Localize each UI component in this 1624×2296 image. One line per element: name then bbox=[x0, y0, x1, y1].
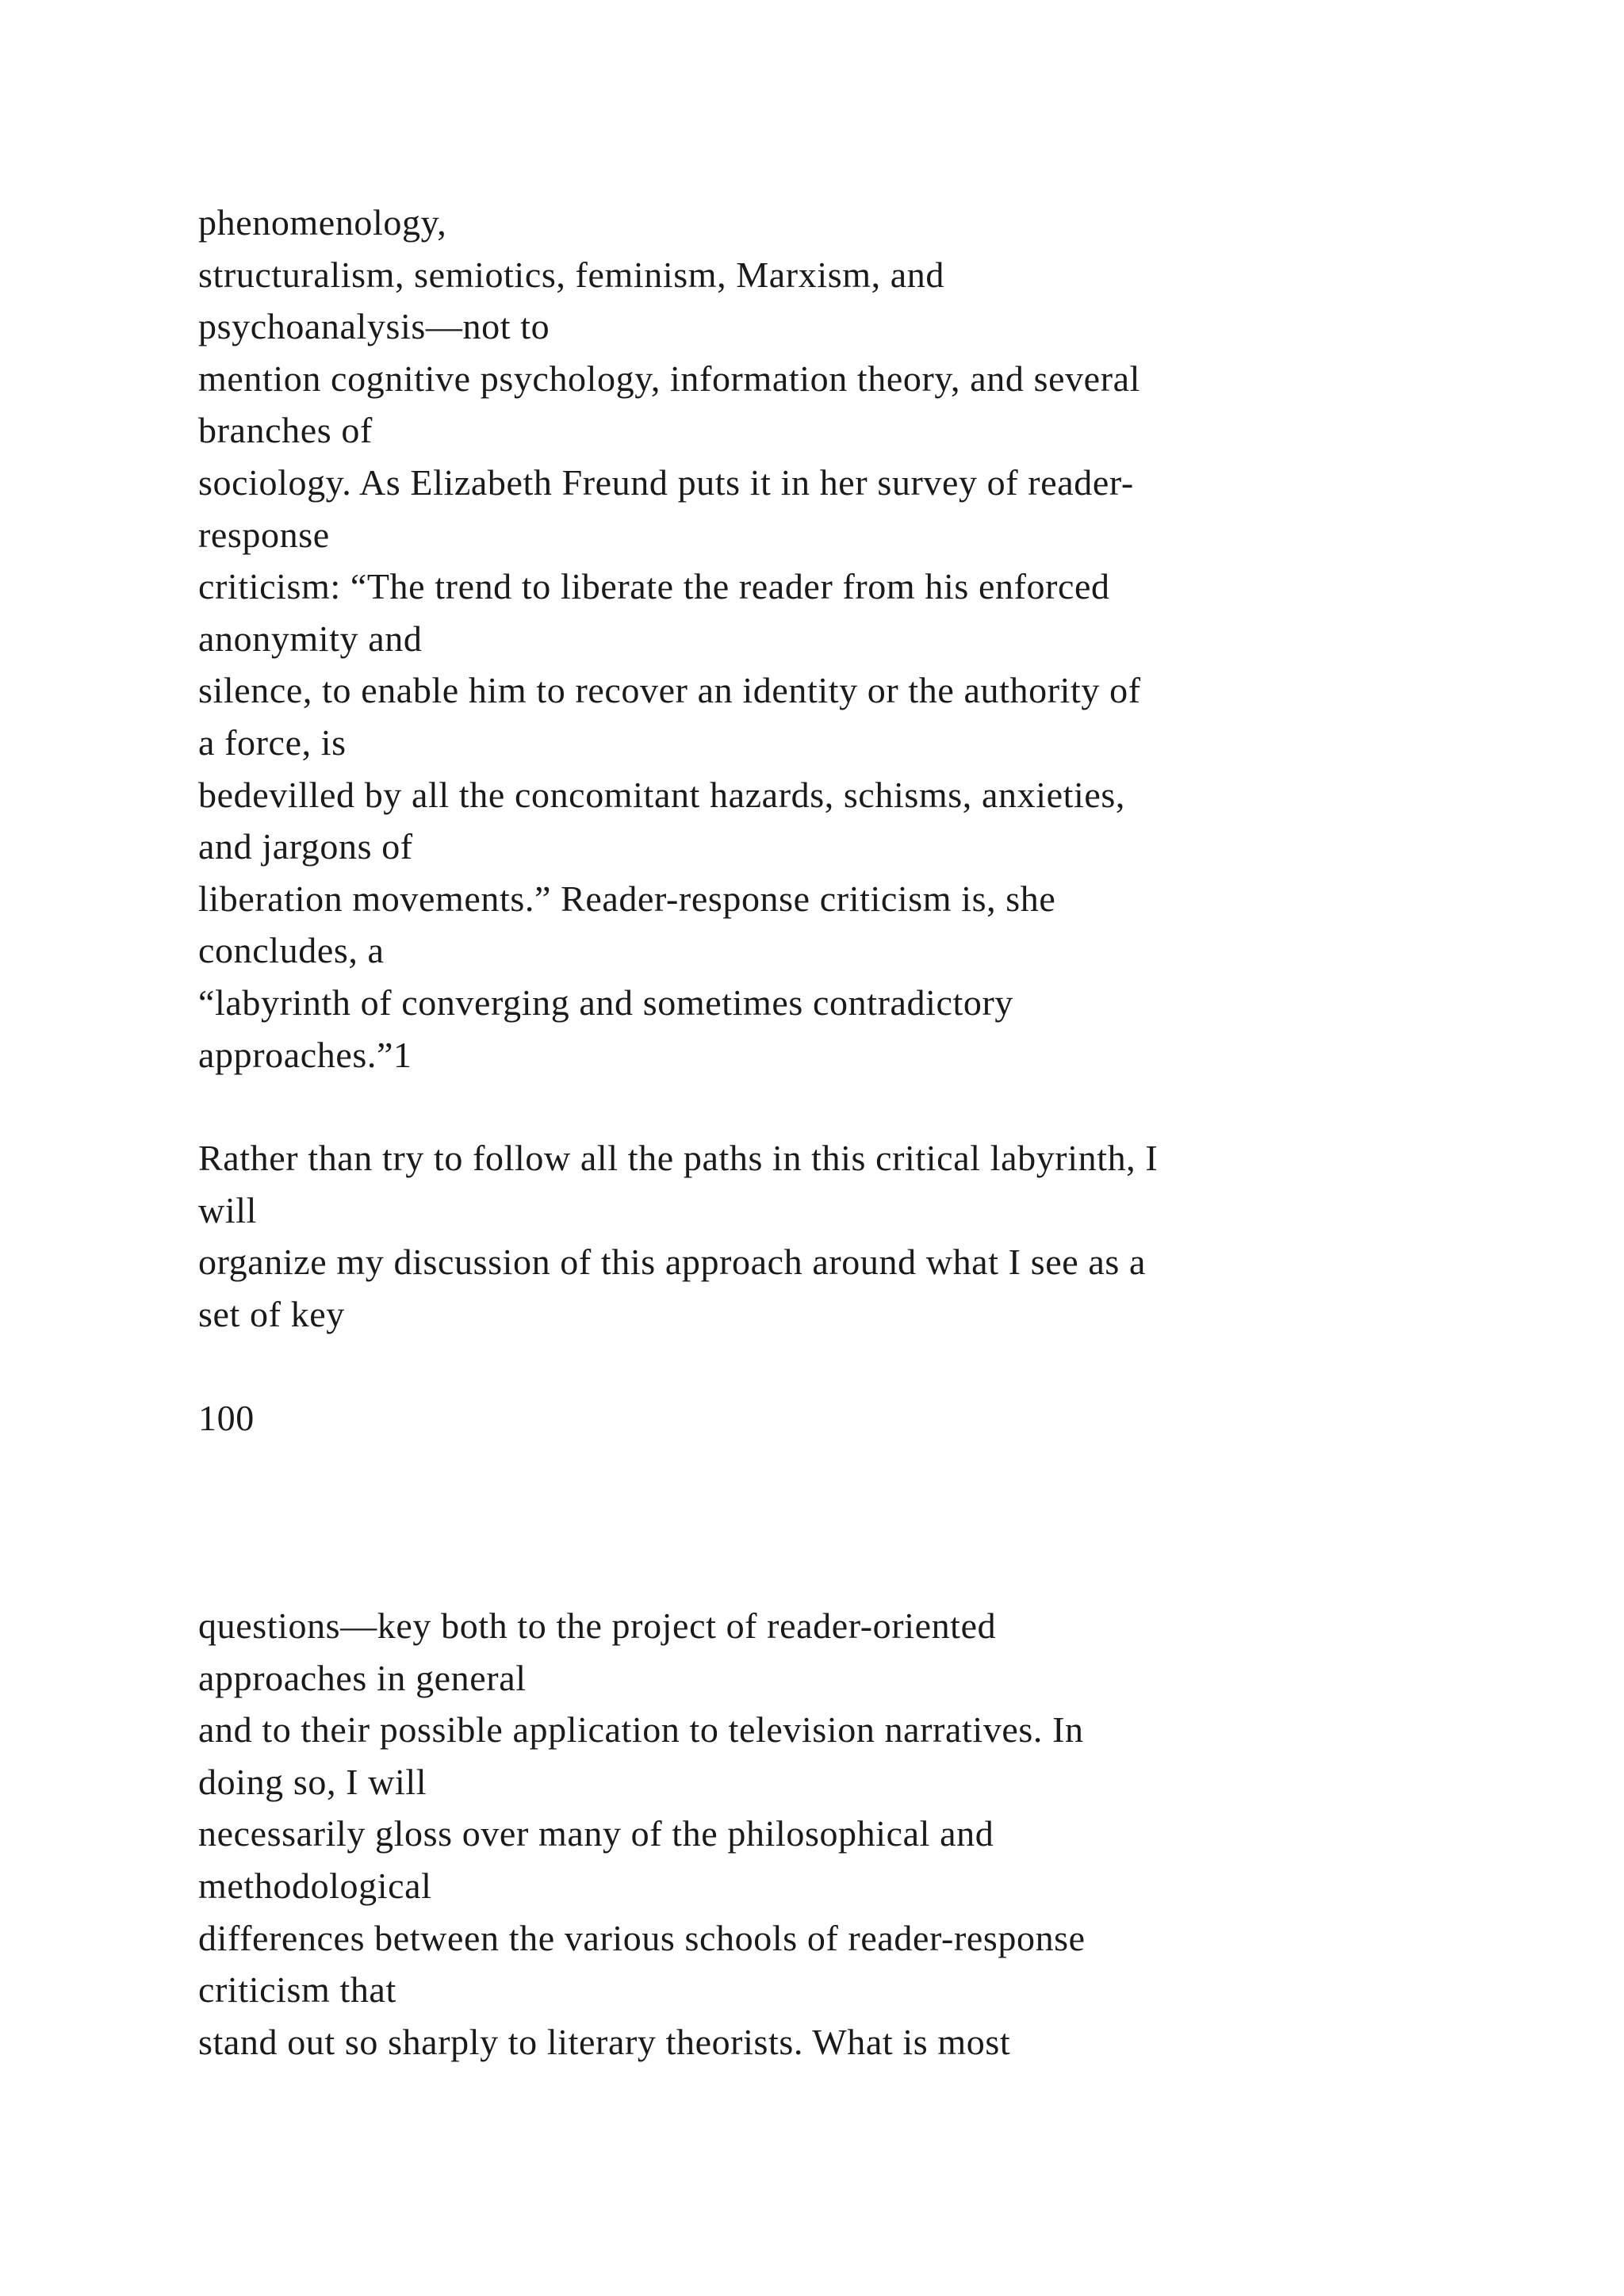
text-line: approaches in general bbox=[198, 1657, 527, 1698]
text-line: and to their possible application to television narratives. In bbox=[198, 1709, 1084, 1751]
text-line: anonymity and bbox=[198, 618, 423, 659]
text-line: psychoanalysis—not to bbox=[198, 306, 550, 347]
text-line: a force, is bbox=[198, 721, 347, 763]
text-line: and jargons of bbox=[198, 826, 413, 867]
paragraph-1 bbox=[198, 197, 1467, 1081]
text-line: criticism: “The trend to liberate the reader from his enforced bbox=[198, 566, 1110, 607]
text-line: response bbox=[198, 514, 330, 555]
text-line: liberation movements.” Reader-response criticism is, she bbox=[198, 878, 1056, 919]
text-line: silence, to enable him to recover an identity or the authority of bbox=[198, 670, 1141, 711]
text-line: criticism that bbox=[198, 1969, 396, 2011]
text-line: sociology. As Elizabeth Freund puts it in her survey of reader- bbox=[198, 461, 1134, 503]
text-line: Rather than try to follow all the paths in this critical labyrinth, I bbox=[198, 1138, 1159, 1178]
text-line: organize my discussion of this approach around what I see as a bbox=[198, 1242, 1146, 1283]
text-line: approaches.”1 bbox=[198, 1034, 412, 1075]
text-line: structuralism, semiotics, feminism, Marxism, and bbox=[198, 254, 945, 295]
text-line: bedevilled by all the concomitant hazards, schisms, anxieties, bbox=[198, 774, 1125, 815]
text-line: necessarily gloss over many of the philosophical and bbox=[198, 1813, 994, 1854]
text-line: questions—key both to the project of reader-oriented bbox=[198, 1605, 997, 1646]
text-line: set of key bbox=[198, 1293, 345, 1334]
paragraph-2 bbox=[198, 1132, 1467, 1340]
page-number bbox=[198, 1392, 1467, 1445]
text-line: will bbox=[198, 1189, 257, 1230]
text-line: mention cognitive psychology, information theory, and several bbox=[198, 358, 1141, 399]
text-line: branches of bbox=[198, 410, 373, 451]
paragraph-3 bbox=[198, 1600, 1467, 2068]
text-line: phenomenology, bbox=[198, 202, 447, 243]
text-line: stand out so sharply to literary theorists. What is most bbox=[198, 2021, 1011, 2062]
text-line: “labyrinth of converging and sometimes contradictory bbox=[198, 982, 1014, 1023]
text-line: doing so, I will bbox=[198, 1761, 427, 1802]
page-number-text: 100 bbox=[198, 1398, 255, 1438]
text-line: methodological bbox=[198, 1865, 432, 1906]
text-line: concludes, a bbox=[198, 930, 385, 971]
text-line: differences between the various schools of reader-response bbox=[198, 1917, 1086, 1958]
